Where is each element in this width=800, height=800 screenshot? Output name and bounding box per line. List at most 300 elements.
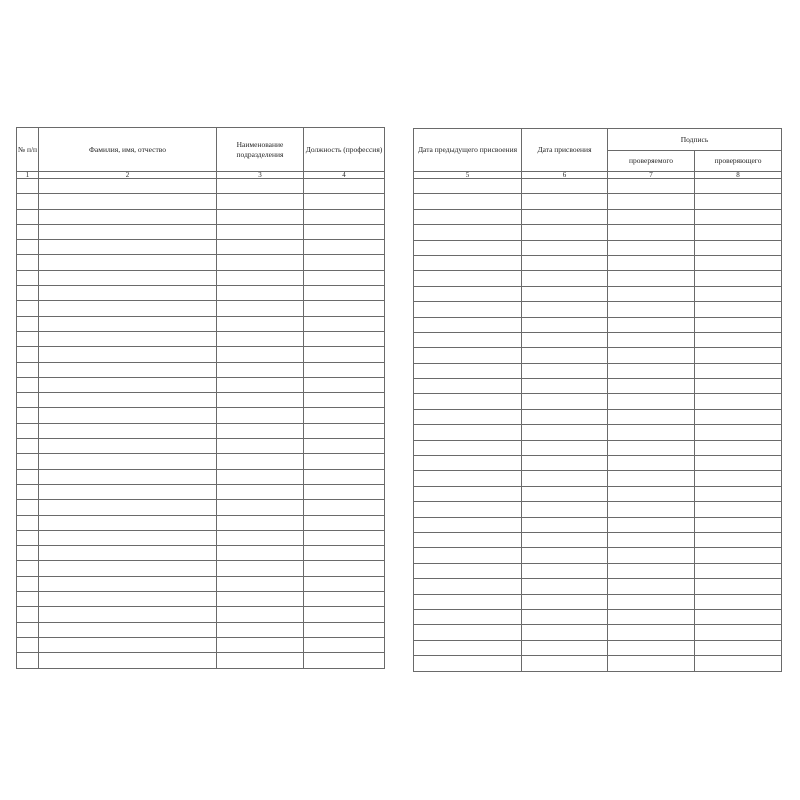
column-number-1: 1 bbox=[17, 172, 39, 179]
right-table-cell bbox=[608, 594, 695, 609]
left-table-cell bbox=[39, 576, 217, 591]
right-table-cell bbox=[695, 271, 782, 286]
left-table-cell bbox=[217, 484, 304, 499]
right-table-cell bbox=[695, 579, 782, 594]
left-table-cell bbox=[217, 653, 304, 668]
right-table-row bbox=[414, 286, 782, 301]
right-table-row bbox=[414, 532, 782, 547]
left-table-cell bbox=[17, 347, 39, 362]
right-table-row bbox=[414, 255, 782, 270]
left-table-cell bbox=[217, 316, 304, 331]
right-table-cell bbox=[522, 471, 608, 486]
left-table-row bbox=[17, 301, 385, 316]
left-table-row bbox=[17, 194, 385, 209]
right-table-cell bbox=[695, 225, 782, 240]
right-table-cell bbox=[608, 348, 695, 363]
left-table-row bbox=[17, 500, 385, 515]
left-table-cell bbox=[304, 439, 385, 454]
right-table-cell bbox=[522, 625, 608, 640]
right-table-cell bbox=[695, 625, 782, 640]
right-table-cell bbox=[414, 579, 522, 594]
left-table-cell bbox=[39, 179, 217, 194]
left-table-cell bbox=[304, 500, 385, 515]
right-table-cell bbox=[522, 302, 608, 317]
right-table-row bbox=[414, 517, 782, 532]
left-table-cell bbox=[304, 209, 385, 224]
left-table-cell bbox=[304, 270, 385, 285]
right-table-row bbox=[414, 456, 782, 471]
right-table-cell bbox=[414, 594, 522, 609]
left-table-row bbox=[17, 592, 385, 607]
right-table-cell bbox=[695, 502, 782, 517]
right-table-row bbox=[414, 379, 782, 394]
right-table-cell bbox=[608, 563, 695, 578]
left-table-cell bbox=[217, 362, 304, 377]
right-table-cell bbox=[608, 502, 695, 517]
right-table-cell bbox=[522, 609, 608, 624]
left-table-cell bbox=[39, 484, 217, 499]
right-table-cell bbox=[608, 409, 695, 424]
left-table-cell bbox=[39, 362, 217, 377]
left-table-cell bbox=[39, 530, 217, 545]
left-table-row bbox=[17, 224, 385, 239]
header-row-number: № п/п bbox=[17, 128, 39, 172]
right-table-cell bbox=[522, 456, 608, 471]
right-table-cell bbox=[695, 517, 782, 532]
left-table-cell bbox=[17, 286, 39, 301]
right-table-cell bbox=[522, 209, 608, 224]
left-table-cell bbox=[304, 423, 385, 438]
left-table-cell bbox=[17, 637, 39, 652]
left-table-row bbox=[17, 515, 385, 530]
right-table-cell bbox=[414, 548, 522, 563]
left-table-cell bbox=[17, 179, 39, 194]
right-table-cell bbox=[522, 394, 608, 409]
left-page-table bbox=[16, 127, 385, 669]
right-table-row bbox=[414, 579, 782, 594]
left-table-row bbox=[17, 240, 385, 255]
left-table-row bbox=[17, 484, 385, 499]
right-table-cell bbox=[414, 563, 522, 578]
left-table-cell bbox=[17, 454, 39, 469]
right-table-row bbox=[414, 209, 782, 224]
left-table-cell bbox=[17, 393, 39, 408]
right-table-row bbox=[414, 502, 782, 517]
left-table-cell bbox=[217, 561, 304, 576]
left-table-row bbox=[17, 653, 385, 668]
right-table-row bbox=[414, 409, 782, 424]
right-table-cell bbox=[608, 332, 695, 347]
left-table-cell bbox=[17, 439, 39, 454]
left-table-row bbox=[17, 362, 385, 377]
right-table-row bbox=[414, 471, 782, 486]
left-table-cell bbox=[304, 224, 385, 239]
right-table-cell bbox=[608, 532, 695, 547]
left-table-cell bbox=[39, 561, 217, 576]
right-table-cell bbox=[608, 394, 695, 409]
right-table-row bbox=[414, 640, 782, 655]
left-table-cell bbox=[217, 179, 304, 194]
left-table-cell bbox=[304, 484, 385, 499]
right-table-cell bbox=[522, 240, 608, 255]
left-table-row bbox=[17, 530, 385, 545]
left-table-cell bbox=[39, 408, 217, 423]
right-table-cell bbox=[608, 425, 695, 440]
right-table-cell bbox=[414, 532, 522, 547]
left-table-row bbox=[17, 423, 385, 438]
left-table-cell bbox=[17, 546, 39, 561]
left-table-cell bbox=[217, 530, 304, 545]
right-table-row bbox=[414, 271, 782, 286]
right-table-cell bbox=[414, 363, 522, 378]
right-table-cell bbox=[608, 456, 695, 471]
left-table-cell bbox=[17, 377, 39, 392]
column-number-4: 4 bbox=[304, 172, 385, 179]
right-table-cell bbox=[414, 332, 522, 347]
right-table-cell bbox=[414, 379, 522, 394]
left-table-cell bbox=[17, 270, 39, 285]
left-table-row bbox=[17, 179, 385, 194]
right-table-cell bbox=[695, 456, 782, 471]
left-table-cell bbox=[39, 316, 217, 331]
left-table-cell bbox=[304, 179, 385, 194]
right-table-row bbox=[414, 440, 782, 455]
left-table-row bbox=[17, 270, 385, 285]
right-table-cell bbox=[414, 302, 522, 317]
right-table-row bbox=[414, 656, 782, 671]
left-table-row bbox=[17, 607, 385, 622]
right-table-cell bbox=[695, 440, 782, 455]
header-department: Наименование подразделения bbox=[217, 128, 304, 172]
left-table-cell bbox=[39, 607, 217, 622]
left-table-cell bbox=[217, 592, 304, 607]
left-table-row bbox=[17, 546, 385, 561]
left-table-cell bbox=[39, 270, 217, 285]
header-signature-checked: проверяемого bbox=[608, 151, 695, 172]
right-table-row bbox=[414, 348, 782, 363]
right-table-cell bbox=[695, 609, 782, 624]
right-table-cell bbox=[522, 425, 608, 440]
right-table-cell bbox=[695, 486, 782, 501]
left-table-cell bbox=[17, 423, 39, 438]
header-position: Должность (профессия) bbox=[304, 128, 385, 172]
right-table-cell bbox=[608, 209, 695, 224]
left-table-cell bbox=[304, 637, 385, 652]
right-table-row bbox=[414, 486, 782, 501]
right-table-row bbox=[414, 363, 782, 378]
right-table-cell bbox=[522, 517, 608, 532]
left-table-cell bbox=[217, 377, 304, 392]
right-table-cell bbox=[695, 394, 782, 409]
header-signature-checker: проверяющего bbox=[695, 151, 782, 172]
left-table-row bbox=[17, 454, 385, 469]
column-number-8: 8 bbox=[695, 172, 782, 179]
left-table-cell bbox=[39, 622, 217, 637]
left-table-cell bbox=[217, 255, 304, 270]
left-table-cell bbox=[17, 653, 39, 668]
left-table-cell bbox=[304, 286, 385, 301]
left-table-cell bbox=[217, 240, 304, 255]
right-header-row-top bbox=[414, 129, 782, 151]
left-table-cell bbox=[39, 546, 217, 561]
right-table-row bbox=[414, 194, 782, 209]
left-table-row bbox=[17, 561, 385, 576]
left-table-cell bbox=[304, 515, 385, 530]
left-table-cell bbox=[39, 515, 217, 530]
right-table-row bbox=[414, 332, 782, 347]
right-table-cell bbox=[414, 640, 522, 655]
left-table-cell bbox=[17, 362, 39, 377]
left-table-cell bbox=[39, 286, 217, 301]
left-table-cell bbox=[304, 301, 385, 316]
right-table-cell bbox=[608, 640, 695, 655]
left-table-cell bbox=[17, 408, 39, 423]
right-table-cell bbox=[522, 225, 608, 240]
right-table-row bbox=[414, 394, 782, 409]
left-table-cell bbox=[39, 331, 217, 346]
left-table-cell bbox=[217, 194, 304, 209]
right-table-cell bbox=[414, 502, 522, 517]
right-table-cell bbox=[695, 302, 782, 317]
left-table-cell bbox=[17, 331, 39, 346]
right-table-cell bbox=[695, 348, 782, 363]
left-table-cell bbox=[17, 607, 39, 622]
column-number-6: 6 bbox=[522, 172, 608, 179]
left-table-cell bbox=[217, 439, 304, 454]
right-table-cell bbox=[695, 548, 782, 563]
right-table-cell bbox=[414, 194, 522, 209]
left-column-number-row bbox=[17, 172, 385, 179]
left-table-cell bbox=[39, 637, 217, 652]
left-table-row bbox=[17, 439, 385, 454]
right-table-cell bbox=[522, 502, 608, 517]
right-table-cell bbox=[522, 594, 608, 609]
right-table-cell bbox=[695, 240, 782, 255]
right-table-cell bbox=[522, 194, 608, 209]
right-table-cell bbox=[522, 379, 608, 394]
left-table-cell bbox=[217, 301, 304, 316]
right-table-cell bbox=[695, 425, 782, 440]
right-table-cell bbox=[608, 225, 695, 240]
right-table-cell bbox=[522, 532, 608, 547]
right-table-cell bbox=[522, 317, 608, 332]
right-table-row bbox=[414, 302, 782, 317]
right-table-cell bbox=[522, 179, 608, 194]
left-table-cell bbox=[39, 500, 217, 515]
left-table-cell bbox=[39, 240, 217, 255]
left-table-cell bbox=[17, 255, 39, 270]
left-table-row bbox=[17, 255, 385, 270]
right-table-cell bbox=[695, 656, 782, 671]
left-table-cell bbox=[217, 637, 304, 652]
right-table-cell bbox=[695, 379, 782, 394]
right-table-cell bbox=[695, 179, 782, 194]
left-table-cell bbox=[17, 576, 39, 591]
right-table-cell bbox=[414, 317, 522, 332]
right-table-cell bbox=[414, 425, 522, 440]
right-table-cell bbox=[608, 255, 695, 270]
right-table-cell bbox=[522, 579, 608, 594]
left-table-row bbox=[17, 209, 385, 224]
right-table-cell bbox=[522, 332, 608, 347]
right-table-row bbox=[414, 548, 782, 563]
right-table-cell bbox=[695, 640, 782, 655]
right-table-row bbox=[414, 317, 782, 332]
right-table-cell bbox=[414, 517, 522, 532]
right-table-cell bbox=[522, 348, 608, 363]
right-table-cell bbox=[608, 625, 695, 640]
left-table-cell bbox=[217, 408, 304, 423]
left-table-body bbox=[17, 128, 385, 669]
right-table-cell bbox=[522, 255, 608, 270]
left-table-row bbox=[17, 393, 385, 408]
left-table-cell bbox=[17, 515, 39, 530]
right-table-cell bbox=[414, 394, 522, 409]
right-table-cell bbox=[414, 225, 522, 240]
right-table-cell bbox=[608, 379, 695, 394]
right-table-cell bbox=[522, 271, 608, 286]
right-table-cell bbox=[608, 440, 695, 455]
right-table-cell bbox=[695, 563, 782, 578]
right-column-number-row bbox=[414, 172, 782, 179]
left-table-cell bbox=[39, 439, 217, 454]
left-table-cell bbox=[304, 240, 385, 255]
right-table-cell bbox=[695, 209, 782, 224]
right-table-cell bbox=[695, 532, 782, 547]
header-previous-date: Дата предыдущего присвоения bbox=[414, 129, 522, 172]
left-table-cell bbox=[17, 194, 39, 209]
left-table-cell bbox=[304, 592, 385, 607]
left-table-cell bbox=[17, 622, 39, 637]
right-table-row bbox=[414, 179, 782, 194]
right-table-row bbox=[414, 225, 782, 240]
left-table-cell bbox=[39, 224, 217, 239]
right-table-cell bbox=[522, 563, 608, 578]
right-table-cell bbox=[608, 271, 695, 286]
right-page-table bbox=[413, 128, 782, 672]
left-table-cell bbox=[304, 316, 385, 331]
left-table-cell bbox=[217, 546, 304, 561]
right-table-row bbox=[414, 240, 782, 255]
right-table-cell bbox=[608, 609, 695, 624]
left-table-cell bbox=[304, 393, 385, 408]
left-table-cell bbox=[39, 194, 217, 209]
left-table-cell bbox=[217, 224, 304, 239]
left-table-cell bbox=[304, 255, 385, 270]
left-table-cell bbox=[17, 209, 39, 224]
right-table-cell bbox=[414, 179, 522, 194]
left-table-cell bbox=[304, 408, 385, 423]
right-table-cell bbox=[608, 179, 695, 194]
right-table-cell bbox=[608, 240, 695, 255]
left-table-cell bbox=[217, 622, 304, 637]
right-table-cell bbox=[414, 625, 522, 640]
right-table-cell bbox=[608, 548, 695, 563]
right-table-cell bbox=[608, 486, 695, 501]
right-table-cell bbox=[695, 255, 782, 270]
right-table-cell bbox=[414, 409, 522, 424]
left-table-row bbox=[17, 622, 385, 637]
left-table-cell bbox=[17, 561, 39, 576]
left-table-cell bbox=[39, 454, 217, 469]
left-table-cell bbox=[217, 423, 304, 438]
right-table-cell bbox=[695, 194, 782, 209]
left-table-cell bbox=[304, 377, 385, 392]
left-table-cell bbox=[39, 393, 217, 408]
left-table-cell bbox=[304, 546, 385, 561]
right-table-body bbox=[414, 129, 782, 672]
right-table-cell bbox=[414, 348, 522, 363]
right-table-cell bbox=[695, 317, 782, 332]
left-table-cell bbox=[39, 592, 217, 607]
right-table-cell bbox=[414, 609, 522, 624]
column-number-3: 3 bbox=[217, 172, 304, 179]
right-table-cell bbox=[695, 594, 782, 609]
right-table-cell bbox=[414, 255, 522, 270]
right-table-cell bbox=[608, 194, 695, 209]
column-number-7: 7 bbox=[608, 172, 695, 179]
right-table-cell bbox=[695, 286, 782, 301]
left-table-cell bbox=[17, 500, 39, 515]
right-table-row bbox=[414, 625, 782, 640]
right-table-row bbox=[414, 594, 782, 609]
left-table-cell bbox=[39, 423, 217, 438]
right-table-cell bbox=[414, 456, 522, 471]
left-table-cell bbox=[217, 270, 304, 285]
left-table-cell bbox=[217, 607, 304, 622]
left-table-cell bbox=[304, 576, 385, 591]
left-table-row bbox=[17, 576, 385, 591]
right-table-cell bbox=[522, 363, 608, 378]
right-table-cell bbox=[414, 486, 522, 501]
left-table-cell bbox=[17, 530, 39, 545]
left-table-cell bbox=[217, 331, 304, 346]
right-table-row bbox=[414, 609, 782, 624]
right-table-cell bbox=[608, 286, 695, 301]
right-table-cell bbox=[608, 363, 695, 378]
right-table-cell bbox=[695, 332, 782, 347]
right-table-cell bbox=[414, 240, 522, 255]
left-table-cell bbox=[17, 224, 39, 239]
right-table-cell bbox=[522, 440, 608, 455]
left-table-cell bbox=[304, 607, 385, 622]
left-table-cell bbox=[17, 592, 39, 607]
left-table-cell bbox=[17, 484, 39, 499]
left-table-row bbox=[17, 637, 385, 652]
left-table-cell bbox=[39, 347, 217, 362]
right-table-cell bbox=[608, 471, 695, 486]
left-table-cell bbox=[304, 622, 385, 637]
header-signature: Подпись bbox=[608, 129, 782, 151]
left-table-cell bbox=[39, 301, 217, 316]
right-table-cell bbox=[414, 440, 522, 455]
right-table-cell bbox=[695, 409, 782, 424]
left-table-row bbox=[17, 408, 385, 423]
left-table-cell bbox=[17, 316, 39, 331]
right-table-cell bbox=[414, 271, 522, 286]
right-table-cell bbox=[522, 548, 608, 563]
left-table-cell bbox=[217, 576, 304, 591]
left-table-cell bbox=[217, 454, 304, 469]
left-table-cell bbox=[217, 286, 304, 301]
left-table-cell bbox=[17, 301, 39, 316]
right-table-cell bbox=[608, 656, 695, 671]
left-table-cell bbox=[39, 209, 217, 224]
right-table-cell bbox=[522, 656, 608, 671]
left-table-cell bbox=[304, 347, 385, 362]
right-table-cell bbox=[522, 409, 608, 424]
left-table-cell bbox=[39, 469, 217, 484]
